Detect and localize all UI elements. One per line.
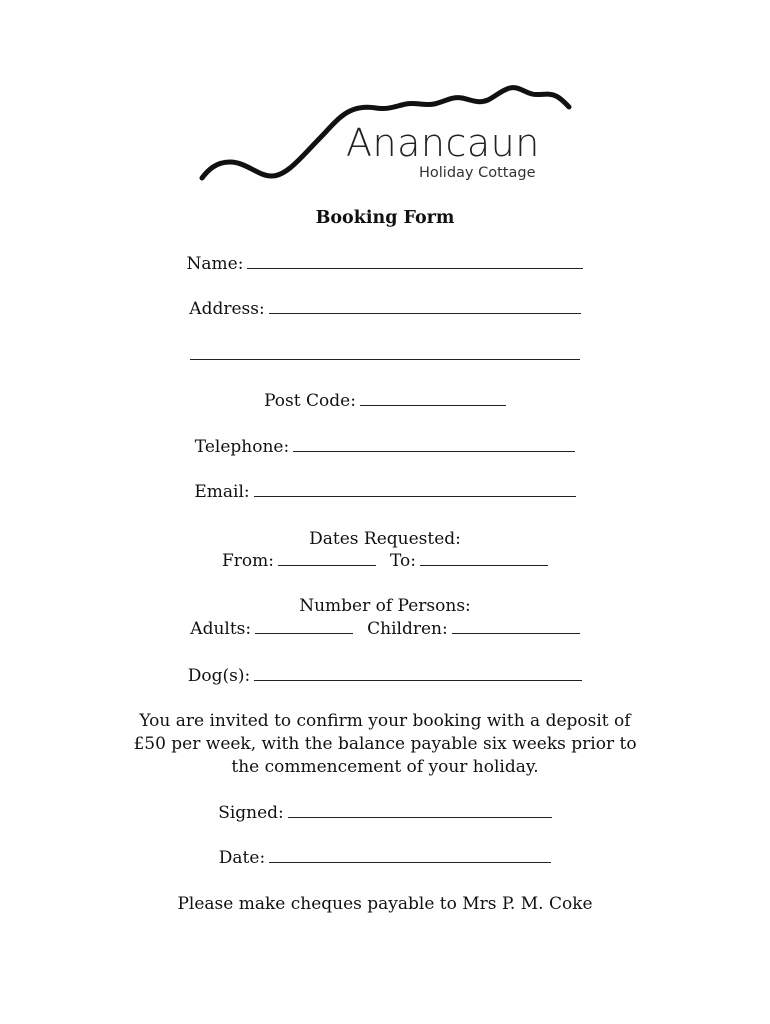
signed-label: Signed:	[218, 803, 284, 823]
email-label: Email:	[194, 482, 250, 502]
address-line2-row	[0, 344, 770, 367]
post-code-field[interactable]	[360, 390, 506, 406]
date-field[interactable]	[269, 847, 551, 863]
post-code-row	[0, 390, 770, 413]
adults-label: Adults:	[190, 619, 252, 639]
deposit-text-line1: You are invited to confirm your booking with a deposit of	[139, 711, 631, 731]
telephone-field[interactable]	[293, 436, 575, 452]
name-field[interactable]	[247, 253, 583, 269]
address-line2-field[interactable]	[190, 344, 580, 360]
address-field[interactable]	[269, 298, 581, 314]
form-title: Booking Form	[315, 208, 455, 228]
children-label: Children:	[367, 619, 448, 639]
to-date-field[interactable]	[420, 550, 548, 566]
address-row	[0, 298, 770, 321]
logo	[196, 82, 576, 188]
logo-subtitle: Holiday Cottage	[419, 165, 536, 181]
dogs-field[interactable]	[254, 665, 582, 681]
cheques-note: Please make cheques payable to Mrs P. M. Coke	[177, 894, 593, 914]
date-label: Date:	[218, 848, 266, 868]
telephone-label: Telephone:	[194, 437, 290, 457]
deposit-text-line2: £50 per week, with the balance payable six weeks prior to	[133, 734, 637, 754]
from-label: From:	[222, 551, 275, 571]
dogs-label: Dog(s):	[187, 666, 251, 686]
signature-field[interactable]	[288, 802, 552, 818]
date-row	[0, 847, 770, 870]
dogs-row	[0, 665, 770, 688]
name-row	[0, 253, 770, 276]
dates-row	[0, 550, 770, 573]
email-field[interactable]	[254, 481, 576, 497]
from-date-field[interactable]	[278, 550, 376, 566]
deposit-text-line3: the commencement of your holiday.	[231, 757, 539, 777]
children-field[interactable]	[452, 618, 580, 634]
dates-heading: Dates Requested:	[309, 529, 461, 549]
name-label: Name:	[186, 254, 244, 274]
post-code-label: Post Code:	[264, 391, 356, 411]
persons-row	[0, 618, 770, 641]
signed-row	[0, 802, 770, 825]
address-label: Address:	[189, 299, 265, 319]
adults-field[interactable]	[255, 618, 353, 634]
logo-name: Anancaun	[346, 121, 540, 165]
email-row	[0, 481, 770, 504]
persons-heading: Number of Persons:	[299, 596, 471, 616]
telephone-row	[0, 436, 770, 459]
to-label: To:	[390, 551, 416, 571]
